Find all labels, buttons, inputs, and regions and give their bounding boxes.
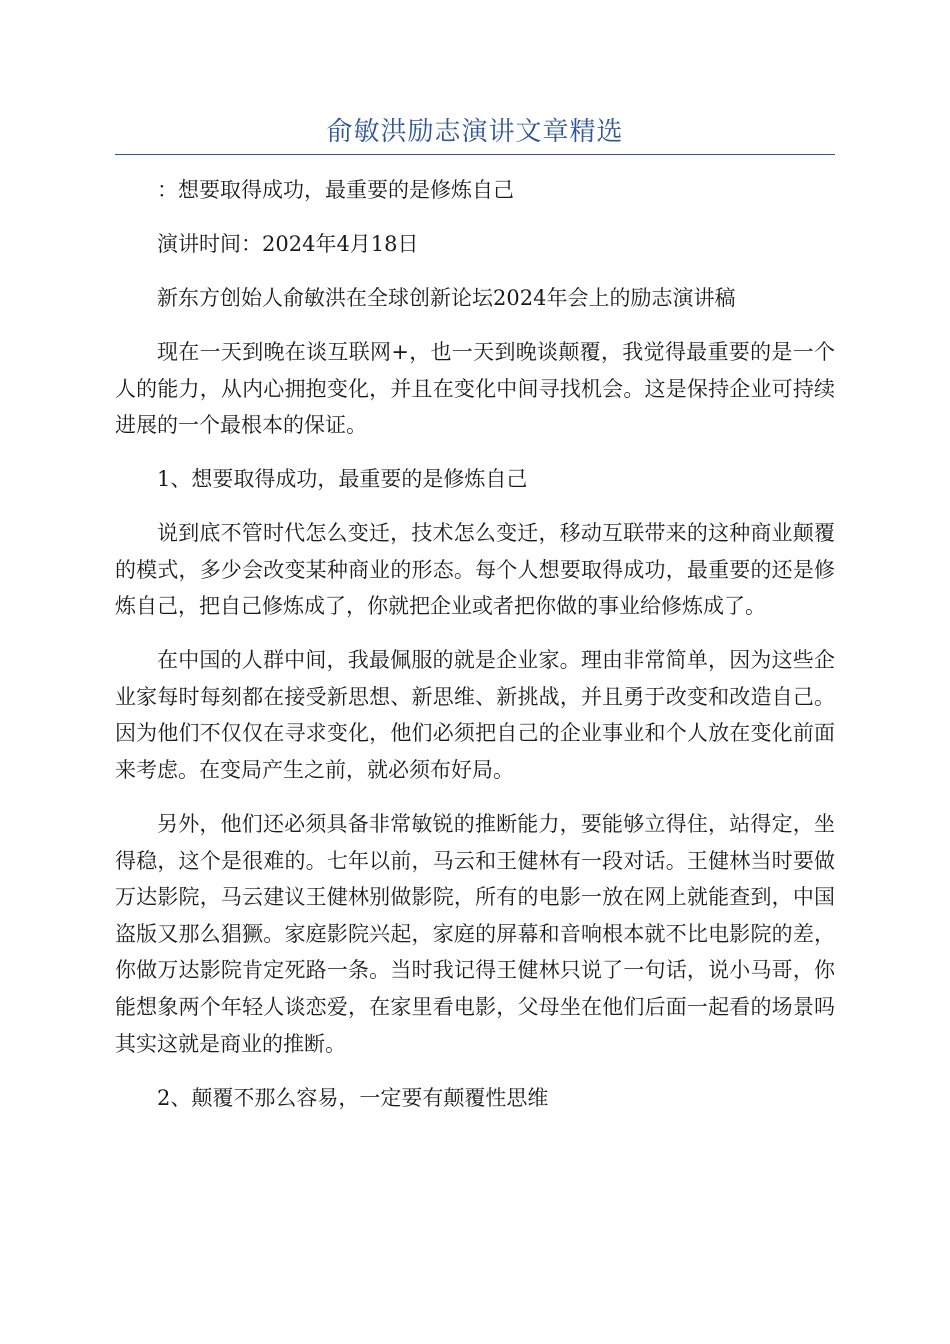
- title-underline: [115, 154, 835, 155]
- document-title: 俞敏洪励志演讲文章精选: [326, 117, 624, 147]
- paragraph-speech-source: 新东方创始人俞敏洪在全球创新论坛2024年会上的励志演讲稿: [157, 285, 736, 310]
- section-heading-1: 1、想要取得成功，最重要的是修炼自己: [157, 467, 528, 492]
- section-heading-2: 2、颠覆不那么容易，一定要有颠覆性思维: [157, 1085, 549, 1110]
- paragraph-intro: 现在一天到晚在谈互联网+，也一天到晚谈颠覆，我觉得最重要的是一个人的能力，从内心拥抱变化，并且在变化中间寻找机会。这是保持企业可持续进展的一个最根本的保证。: [115, 339, 835, 438]
- paragraph-body: 在中国的人群中间，我最佩服的就是企业家。理由非常简单，因为这些企业家每时每刻都在接受新思想、新思维、新挑战，并且勇于改变和改造自己。因为他们不仅仅在寻求变化，他们必须把自己的企业事业和个人放在变化前面来考虑。在变局产生之前，就必须布好局。: [115, 648, 835, 783]
- document-body: [115, 172, 835, 1134]
- paragraph-body: 另外，他们还必须具备非常敏锐的推断能力，要能够立得住，站得定，坐得稳，这个是很难的。七年以前，马云和王健林有一段对话。王健林当时要做万达影院，马云建议王健林别做影院，所有的电影一放在网上就能查到，中国盗版又那么猖獗。家庭影院兴起，家庭的屏幕和音响根本就不比电影院的差，你做万达影院肯定死路一条。当时我记得王健林只说了一句话，说小马哥，你能想象两个年轻人谈恋爱，在家里看电影，父母坐在他们后面一起看的场景吗其实这就是商业的推断。: [115, 812, 835, 1056]
- paragraph-body: 说到底不管时代怎么变迁，技术怎么变迁，移动互联带来的这种商业颠覆的模式，多少会改变某种商业的形态。每个人想要取得成功，最重要的还是修炼自己，把自己修炼成了，你就把企业或者把你做的事业给修炼成了。: [115, 521, 835, 619]
- paragraph-subtitle: ：想要取得成功，最重要的是修炼自己: [157, 178, 514, 202]
- paragraph-speech-date: 演讲时间：2024年4月18日: [157, 231, 419, 256]
